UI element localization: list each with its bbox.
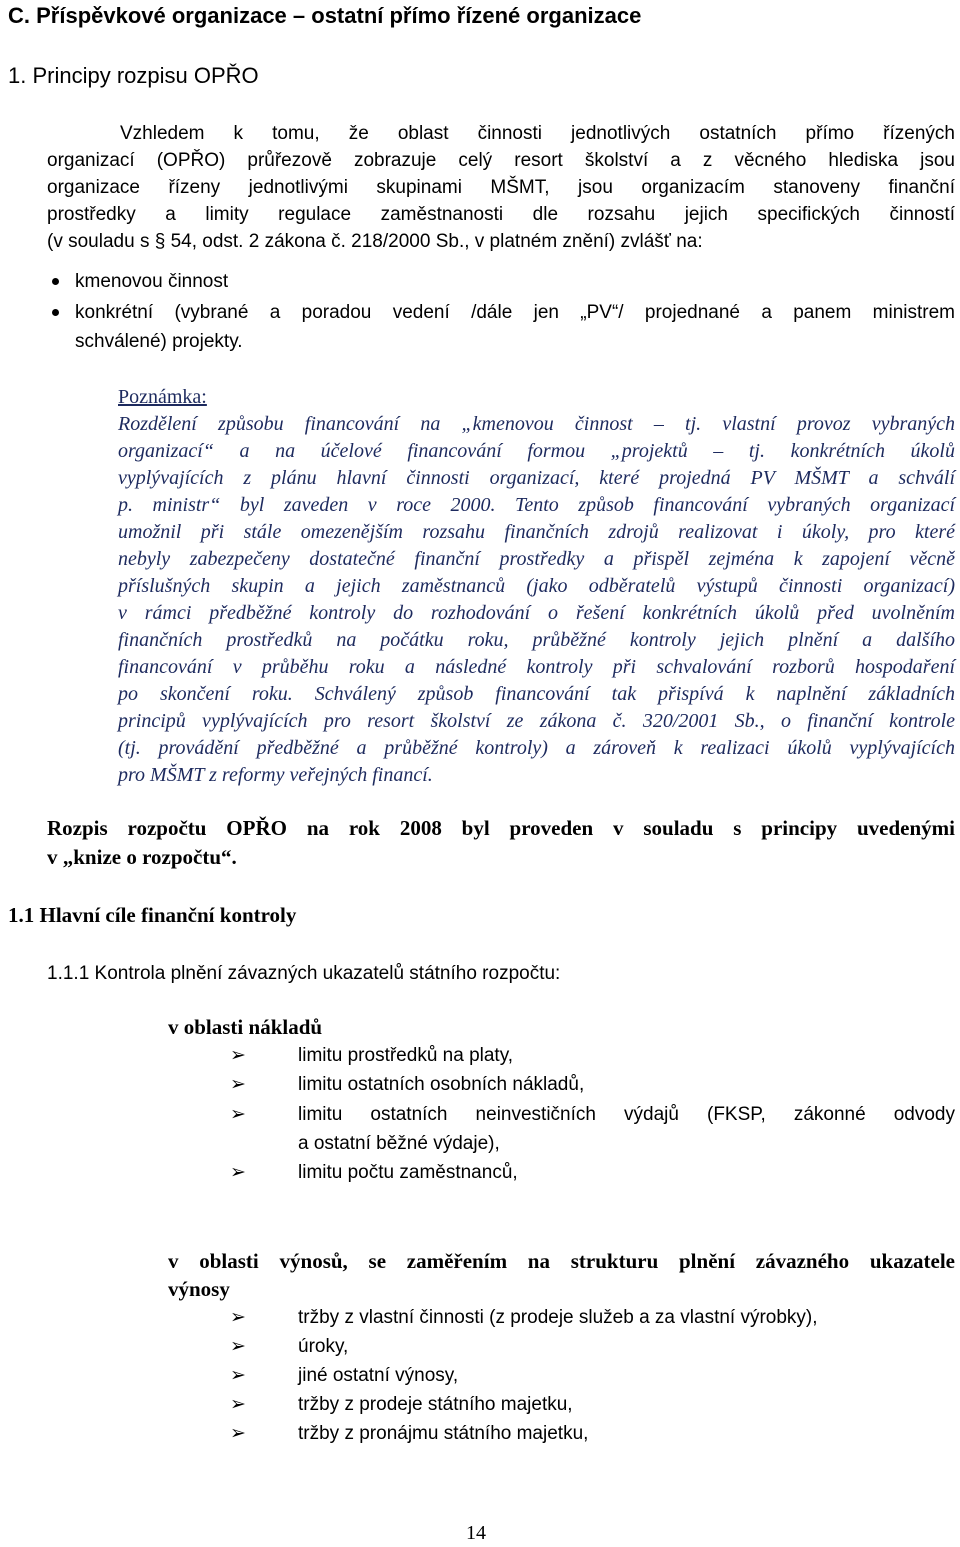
- bullet-dot-icon: [52, 278, 59, 285]
- arrow-bullet-icon: ➢: [230, 1335, 246, 1357]
- bold-para-line: Rozpis rozpočtu OPŘO na rok 2008 byl proveden v souladu s principy uvedenými: [47, 816, 955, 840]
- bullet-item: kmenovou činnost: [75, 271, 229, 292]
- note-line: p. ministr“ byl zaveden v roce 2000. Tento způsob financování vybraných organizací: [118, 494, 955, 516]
- costs-item: limitu ostatních neinvestičních výdajů (FKSP, zákonné odvody: [298, 1104, 955, 1125]
- note-line: pro MŠMT z reformy veřejných financí.: [118, 764, 433, 786]
- note-label: Poznámka:: [118, 386, 207, 408]
- page-number: 14: [466, 1522, 486, 1544]
- para1-line: prostředky a limity regulace zaměstnanosti dle rozsahu jejich specifických činností: [47, 204, 955, 225]
- arrow-bullet-icon: ➢: [230, 1073, 246, 1095]
- arrow-bullet-icon: ➢: [230, 1422, 246, 1444]
- bullet-item-cont: schválené) projekty.: [75, 331, 243, 352]
- note-line: financování v průběhu roku a následné kontroly při schvalování rozborů hospodaření: [118, 656, 955, 678]
- heading-hlavni-cile: 1.1 Hlavní cíle finanční kontroly: [8, 903, 297, 927]
- note-line: vyplývajících z plánu hlavní činnosti organizací, které projedná PV MŠMT a schválí: [118, 467, 955, 489]
- costs-item: limitu ostatních osobních nákladů,: [298, 1074, 585, 1095]
- costs-item-cont: a ostatní běžné výdaje),: [298, 1133, 500, 1154]
- note-line: příslušných skupin a jejich zaměstnanců (jako odběratelů výstupů činnosti organizací): [118, 575, 955, 597]
- para1-line: Vzhledem k tomu, že oblast činnosti jednotlivých ostatních přímo řízených: [120, 123, 955, 144]
- section-title: C. Příspěvkové organizace – ostatní přímo řízené organizace: [8, 3, 642, 28]
- note-line: nebyly zabezpečeny dostatečné finanční prostředky a přispěl zejména k zapojení věcně: [118, 548, 955, 570]
- heading-kontrola-plneni: 1.1.1 Kontrola plnění závazných ukazatelů státního rozpočtu:: [47, 963, 561, 984]
- arrow-bullet-icon: ➢: [230, 1393, 246, 1415]
- revenue-title: v oblasti výnosů, se zaměřením na strukturu plnění závazného ukazatele: [168, 1249, 955, 1273]
- note-line: umožnil při stále omezenějším rozsahu finančních zdrojů realizovat i úkoly, pro které: [118, 521, 955, 543]
- arrow-bullet-icon: ➢: [230, 1103, 246, 1125]
- note-line: po skončení roku. Schválený způsob financování tak přispívá k naplnění základních: [118, 683, 955, 705]
- revenue-item: tržby z pronájmu státního majetku,: [298, 1423, 589, 1444]
- revenue-item: úroky,: [298, 1336, 349, 1357]
- heading-principy: 1. Principy rozpisu OPŘO: [8, 63, 259, 88]
- revenue-item: tržby z prodeje státního majetku,: [298, 1394, 573, 1415]
- bold-para-line: v „knize o rozpočtu“.: [47, 845, 237, 869]
- note-line: organizací“ a na účelové financování formou „projektů – tj. konkrétních úkolů: [118, 440, 955, 462]
- revenue-item: jiné ostatní výnosy,: [298, 1365, 459, 1386]
- arrow-bullet-icon: ➢: [230, 1161, 246, 1183]
- note-line: (tj. provádění předběžné a průběžné kontroly) a zároveň k realizaci úkolů vyplývajících: [118, 737, 955, 759]
- para1-line: organizace řízeny jednotlivými skupinami MŠMT, jsou organizacím stanoveny finanční: [47, 177, 955, 198]
- para1-line: (v souladu s § 54, odst. 2 zákona č. 218/2000 Sb., v platném znění) zvlášť na:: [47, 231, 703, 252]
- costs-item: limitu počtu zaměstnanců,: [298, 1162, 518, 1183]
- note-line: principů vyplývajících pro resort školství ze zákona č. 320/2001 Sb., o finanční kontrole: [118, 710, 955, 732]
- note-line: finančních prostředků na počátku roku, průběžné kontroly jejich plnění a dalšího: [118, 629, 955, 651]
- arrow-bullet-icon: ➢: [230, 1306, 246, 1328]
- costs-item: limitu prostředků na platy,: [298, 1045, 514, 1066]
- arrow-bullet-icon: ➢: [230, 1044, 246, 1066]
- note-line: v rámci předběžné kontroly do rozhodování o řešení konkrétních úkolů před uvolněním: [118, 602, 955, 624]
- bullet-dot-icon: [52, 309, 59, 316]
- para1-line: organizací (OPŘO) průřezově zobrazuje celý resort školství a z věcného hlediska jsou: [47, 150, 955, 171]
- note-line: Rozdělení způsobu financování na „kmenovou činnost – tj. vlastní provoz vybraných: [118, 413, 955, 435]
- costs-title: v oblasti nákladů: [168, 1015, 323, 1039]
- revenue-title-cont: výnosy: [168, 1277, 230, 1301]
- arrow-bullet-icon: ➢: [230, 1364, 246, 1386]
- revenue-item: tržby z vlastní činnosti (z prodeje služeb a za vlastní výrobky),: [298, 1307, 818, 1328]
- bullet-item: konkrétní (vybrané a poradou vedení /dále jen „PV“/ projednané a panem ministrem: [75, 302, 955, 323]
